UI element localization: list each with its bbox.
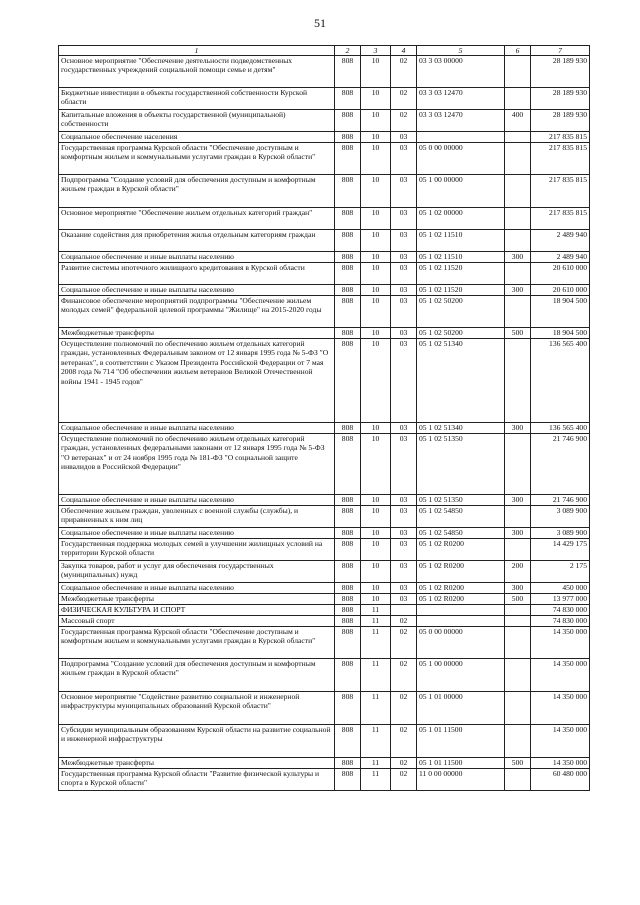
ministry-code-cell: 808 <box>335 296 361 328</box>
table-body <box>59 56 590 791</box>
ministry-code-cell: 808 <box>335 616 361 627</box>
item-name-cell: Финансовое обеспечение мероприятий подпрограммы "Обеспечение жильем молодых семей" федеральной целевой программы "Жилище" на 2015-2020 годы <box>59 296 335 328</box>
item-name-cell: Государственная программа Курской области "Обеспечение доступным и комфортным жильем и коммунальными услугами граждан в Курской области" <box>59 143 335 175</box>
amount-cell: 18 904 500 <box>531 296 590 328</box>
table-row <box>59 539 590 561</box>
ministry-code-cell: 808 <box>335 627 361 659</box>
table-row <box>59 175 590 208</box>
ministry-code-cell: 808 <box>335 583 361 594</box>
expense-type-cell <box>505 132 531 143</box>
subsection-code-cell: 03 <box>391 434 417 495</box>
table-row <box>59 143 590 175</box>
header-cell: 7 <box>531 46 590 56</box>
header-cell: 5 <box>417 46 505 56</box>
item-name-cell: Социальное обеспечение населения <box>59 132 335 143</box>
subsection-code-cell: 03 <box>391 594 417 605</box>
table-row <box>59 230 590 252</box>
ministry-code-cell: 808 <box>335 423 361 434</box>
section-code-cell: 10 <box>361 328 391 339</box>
amount-cell: 3 089 900 <box>531 506 590 528</box>
expense-type-cell <box>505 539 531 561</box>
table-row <box>59 692 590 725</box>
item-name-cell: Межбюджетные трансферты <box>59 328 335 339</box>
section-code-cell: 11 <box>361 605 391 616</box>
amount-cell: 18 904 500 <box>531 328 590 339</box>
table-row <box>59 627 590 659</box>
target-article-cell: 05 1 02 11510 <box>417 252 505 263</box>
target-article-cell: 03 3 03 00000 <box>417 56 505 88</box>
amount-cell: 2 489 940 <box>531 230 590 252</box>
subsection-code-cell: 02 <box>391 725 417 758</box>
target-article-cell: 05 1 02 54850 <box>417 528 505 539</box>
item-name-cell: Закупка товаров, работ и услуг для обеспечения государственных (муниципальных) нужд <box>59 561 335 583</box>
item-name-cell: Основное мероприятие "Обеспечение жильем отдельных категорий граждан" <box>59 208 335 230</box>
target-article-cell: 05 1 02 11520 <box>417 285 505 296</box>
section-code-cell: 10 <box>361 423 391 434</box>
subsection-code-cell: 03 <box>391 539 417 561</box>
section-code-cell: 10 <box>361 252 391 263</box>
expense-type-cell: 500 <box>505 328 531 339</box>
item-name-cell: Социальное обеспечение и иные выплаты населению <box>59 495 335 506</box>
target-article-cell: 05 1 01 11500 <box>417 758 505 769</box>
ministry-code-cell: 808 <box>335 659 361 692</box>
table-row <box>59 434 590 495</box>
table-row <box>59 561 590 583</box>
section-code-cell: 11 <box>361 758 391 769</box>
target-article-cell: 05 1 02 50200 <box>417 328 505 339</box>
item-name-cell: Подпрограмма "Создание условий для обеспечения доступным и комфортным жильем граждан в Курской области" <box>59 659 335 692</box>
expense-type-cell <box>505 175 531 208</box>
table-row <box>59 725 590 758</box>
amount-cell: 2 489 940 <box>531 252 590 263</box>
ministry-code-cell: 808 <box>335 208 361 230</box>
item-name-cell: Оказание содействия для приобретения жилья отдельным категориям граждан <box>59 230 335 252</box>
ministry-code-cell: 808 <box>335 539 361 561</box>
subsection-code-cell: 03 <box>391 263 417 285</box>
subsection-code-cell: 03 <box>391 143 417 175</box>
target-article-cell: 03 3 03 12470 <box>417 110 505 132</box>
section-code-cell: 10 <box>361 296 391 328</box>
table-row <box>59 528 590 539</box>
amount-cell: 60 480 000 <box>531 769 590 791</box>
subsection-code-cell: 02 <box>391 616 417 627</box>
amount-cell: 14 350 000 <box>531 627 590 659</box>
target-article-cell: 05 1 02 51350 <box>417 495 505 506</box>
item-name-cell: Социальное обеспечение и иные выплаты населению <box>59 252 335 263</box>
expense-type-cell <box>505 725 531 758</box>
table-row <box>59 263 590 285</box>
section-code-cell: 10 <box>361 285 391 296</box>
item-name-cell: Социальное обеспечение и иные выплаты населению <box>59 285 335 296</box>
table-row <box>59 56 590 88</box>
expense-type-cell: 300 <box>505 285 531 296</box>
ministry-code-cell: 808 <box>335 328 361 339</box>
expense-type-cell <box>505 296 531 328</box>
subsection-code-cell: 02 <box>391 627 417 659</box>
subsection-code-cell: 03 <box>391 230 417 252</box>
expense-type-cell <box>505 659 531 692</box>
amount-cell: 14 350 000 <box>531 758 590 769</box>
header-cell: 2 <box>335 46 361 56</box>
amount-cell: 21 746 900 <box>531 434 590 495</box>
target-article-cell: 05 1 00 00000 <box>417 175 505 208</box>
target-article-cell: 05 1 02 00000 <box>417 208 505 230</box>
expense-type-cell: 500 <box>505 758 531 769</box>
expense-type-cell <box>505 692 531 725</box>
ministry-code-cell: 808 <box>335 769 361 791</box>
section-code-cell: 11 <box>361 692 391 725</box>
table-row <box>59 758 590 769</box>
section-code-cell: 10 <box>361 263 391 285</box>
table-row <box>59 328 590 339</box>
amount-cell: 28 189 930 <box>531 56 590 88</box>
expense-type-cell: 300 <box>505 528 531 539</box>
target-article-cell: 05 1 02 54850 <box>417 506 505 528</box>
amount-cell: 217 835 815 <box>531 208 590 230</box>
item-name-cell: Обеспечение жильем граждан, уволенных с военной службы (службы), и приравненных к ним лиц <box>59 506 335 528</box>
ministry-code-cell: 808 <box>335 252 361 263</box>
section-code-cell: 10 <box>361 208 391 230</box>
ministry-code-cell: 808 <box>335 132 361 143</box>
subsection-code-cell: 03 <box>391 208 417 230</box>
expense-type-cell: 300 <box>505 423 531 434</box>
section-code-cell: 11 <box>361 659 391 692</box>
ministry-code-cell: 808 <box>335 594 361 605</box>
table-row <box>59 296 590 328</box>
ministry-code-cell: 808 <box>335 230 361 252</box>
table-row <box>59 506 590 528</box>
ministry-code-cell: 808 <box>335 506 361 528</box>
target-article-cell: 05 1 01 00000 <box>417 692 505 725</box>
expense-type-cell: 200 <box>505 561 531 583</box>
ministry-code-cell: 808 <box>335 605 361 616</box>
section-code-cell: 11 <box>361 616 391 627</box>
item-name-cell: Социальное обеспечение и иные выплаты населению <box>59 583 335 594</box>
item-name-cell: Государственная программа Курской области "Развитие физической культуры и спорта в Курской области" <box>59 769 335 791</box>
item-name-cell: Межбюджетные трансферты <box>59 594 335 605</box>
expense-type-cell: 300 <box>505 252 531 263</box>
ministry-code-cell: 808 <box>335 692 361 725</box>
subsection-code-cell: 02 <box>391 659 417 692</box>
table-row <box>59 769 590 791</box>
section-code-cell: 11 <box>361 725 391 758</box>
subsection-code-cell: 03 <box>391 132 417 143</box>
subsection-code-cell: 03 <box>391 506 417 528</box>
item-name-cell: Государственная поддержка молодых семей в улучшении жилищных условий на территории Курской области <box>59 539 335 561</box>
amount-cell: 136 565 400 <box>531 339 590 423</box>
ministry-code-cell: 808 <box>335 339 361 423</box>
item-name-cell: Массовый спорт <box>59 616 335 627</box>
expense-type-cell <box>505 208 531 230</box>
expense-type-cell <box>505 56 531 88</box>
target-article-cell: 05 1 02 R0200 <box>417 561 505 583</box>
expense-type-cell <box>505 263 531 285</box>
amount-cell: 14 350 000 <box>531 725 590 758</box>
subsection-code-cell: 02 <box>391 88 417 110</box>
amount-cell: 74 830 000 <box>531 616 590 627</box>
expense-type-cell <box>505 605 531 616</box>
expense-type-cell <box>505 769 531 791</box>
table-row <box>59 285 590 296</box>
table-row <box>59 659 590 692</box>
amount-cell: 217 835 815 <box>531 175 590 208</box>
target-article-cell <box>417 616 505 627</box>
ministry-code-cell: 808 <box>335 110 361 132</box>
ministry-code-cell: 808 <box>335 725 361 758</box>
section-code-cell: 11 <box>361 627 391 659</box>
subsection-code-cell: 03 <box>391 423 417 434</box>
ministry-code-cell: 808 <box>335 495 361 506</box>
header-cell: 3 <box>361 46 391 56</box>
table-row <box>59 616 590 627</box>
section-code-cell: 10 <box>361 88 391 110</box>
amount-cell: 136 565 400 <box>531 423 590 434</box>
item-name-cell: Осуществление полномочий по обеспечению жильем отдельных категорий граждан, установленных федеральными законами от 12 января 1995 года № 5-ФЗ "О ветеранах" и от 24 ноября 1995 года № 181-ФЗ "О социальной защите инвалидов в Российской Федерации" <box>59 434 335 495</box>
subsection-code-cell: 02 <box>391 56 417 88</box>
item-name-cell: Основное мероприятие "Обеспечение деятельности подведомственных государственных учреждений социальной помощи семье и детям" <box>59 56 335 88</box>
item-name-cell: Социальное обеспечение и иные выплаты населению <box>59 423 335 434</box>
section-code-cell: 10 <box>361 339 391 423</box>
expense-type-cell <box>505 339 531 423</box>
section-code-cell: 11 <box>361 769 391 791</box>
item-name-cell: Основное мероприятие "Содействие развитию социальной и инженерной инфраструктуры муниципальных образований Курской области" <box>59 692 335 725</box>
expense-type-cell: 500 <box>505 594 531 605</box>
target-article-cell: 05 1 02 51350 <box>417 434 505 495</box>
amount-cell: 3 089 900 <box>531 528 590 539</box>
subsection-code-cell <box>391 605 417 616</box>
expense-type-cell <box>505 616 531 627</box>
page-number: 51 <box>314 16 326 30</box>
header-row <box>59 46 590 56</box>
amount-cell: 28 189 930 <box>531 110 590 132</box>
item-name-cell: Бюджетные инвестиции в объекты государственной собственности Курской области <box>59 88 335 110</box>
amount-cell: 14 429 175 <box>531 539 590 561</box>
target-article-cell: 05 1 02 R0200 <box>417 539 505 561</box>
header-cell: 6 <box>505 46 531 56</box>
ministry-code-cell: 808 <box>335 263 361 285</box>
item-name-cell: Подпрограмма "Создание условий для обеспечения доступным и комфортным жильем граждан в Курской области" <box>59 175 335 208</box>
amount-cell: 14 350 000 <box>531 659 590 692</box>
target-article-cell: 05 1 02 R0200 <box>417 594 505 605</box>
section-code-cell: 10 <box>361 110 391 132</box>
expense-type-cell <box>505 627 531 659</box>
section-code-cell: 10 <box>361 56 391 88</box>
amount-cell: 20 610 000 <box>531 263 590 285</box>
subsection-code-cell: 03 <box>391 495 417 506</box>
subsection-code-cell: 03 <box>391 296 417 328</box>
table-row <box>59 88 590 110</box>
section-code-cell: 10 <box>361 539 391 561</box>
section-code-cell: 10 <box>361 583 391 594</box>
target-article-cell: 05 1 02 11510 <box>417 230 505 252</box>
table-row <box>59 110 590 132</box>
section-code-cell: 10 <box>361 230 391 252</box>
amount-cell: 13 977 000 <box>531 594 590 605</box>
section-code-cell: 10 <box>361 143 391 175</box>
ministry-code-cell: 808 <box>335 285 361 296</box>
ministry-code-cell: 808 <box>335 143 361 175</box>
target-article-cell: 03 3 03 12470 <box>417 88 505 110</box>
subsection-code-cell: 03 <box>391 175 417 208</box>
subsection-code-cell: 03 <box>391 328 417 339</box>
ministry-code-cell: 808 <box>335 561 361 583</box>
table-row <box>59 495 590 506</box>
subsection-code-cell: 03 <box>391 583 417 594</box>
target-article-cell <box>417 605 505 616</box>
section-code-cell: 10 <box>361 132 391 143</box>
ministry-code-cell: 808 <box>335 528 361 539</box>
amount-cell: 14 350 000 <box>531 692 590 725</box>
section-code-cell: 10 <box>361 175 391 208</box>
target-article-cell: 11 0 00 00000 <box>417 769 505 791</box>
subsection-code-cell: 03 <box>391 528 417 539</box>
ministry-code-cell: 808 <box>335 175 361 208</box>
subsection-code-cell: 03 <box>391 339 417 423</box>
target-article-cell: 05 0 00 00000 <box>417 143 505 175</box>
amount-cell: 28 189 930 <box>531 88 590 110</box>
section-code-cell: 10 <box>361 561 391 583</box>
section-code-cell: 10 <box>361 434 391 495</box>
table-row <box>59 605 590 616</box>
table-row <box>59 208 590 230</box>
expense-type-cell: 300 <box>505 583 531 594</box>
subsection-code-cell: 02 <box>391 769 417 791</box>
table-row <box>59 132 590 143</box>
section-code-cell: 10 <box>361 506 391 528</box>
expense-type-cell: 400 <box>505 110 531 132</box>
subsection-code-cell: 02 <box>391 692 417 725</box>
section-code-cell: 10 <box>361 594 391 605</box>
expense-type-cell: 300 <box>505 495 531 506</box>
expense-type-cell <box>505 230 531 252</box>
subsection-code-cell: 02 <box>391 758 417 769</box>
ministry-code-cell: 808 <box>335 758 361 769</box>
expense-type-cell <box>505 88 531 110</box>
target-article-cell <box>417 132 505 143</box>
header-cell: 4 <box>391 46 417 56</box>
amount-cell: 217 835 815 <box>531 143 590 175</box>
item-name-cell: Осуществление полномочий по обеспечению жильем отдельных категорий граждан, установленных Федеральным законом от 12 января 1995 года № 5-ФЗ "О ветеранах", в соответствии с Указом Президента Российской Федерации от 7 мая 2008 года № 714 "Об обеспечении жильем ветеранов Великой Отечественной войны 1941 - 1945 годов" <box>59 339 335 423</box>
amount-cell: 20 610 000 <box>531 285 590 296</box>
target-article-cell: 05 0 00 00000 <box>417 627 505 659</box>
expense-type-cell <box>505 143 531 175</box>
target-article-cell: 05 1 01 11500 <box>417 725 505 758</box>
ministry-code-cell: 808 <box>335 56 361 88</box>
amount-cell: 21 746 900 <box>531 495 590 506</box>
subsection-code-cell: 03 <box>391 252 417 263</box>
ministry-code-cell: 808 <box>335 434 361 495</box>
amount-cell: 450 000 <box>531 583 590 594</box>
subsection-code-cell: 03 <box>391 285 417 296</box>
table-row <box>59 423 590 434</box>
section-code-cell: 10 <box>361 495 391 506</box>
amount-cell: 74 830 000 <box>531 605 590 616</box>
header-cell: 1 <box>59 46 335 56</box>
budget-table <box>58 45 590 791</box>
target-article-cell: 05 1 02 11520 <box>417 263 505 285</box>
section-code-cell: 10 <box>361 528 391 539</box>
item-name-cell: ФИЗИЧЕСКАЯ КУЛЬТУРА И СПОРТ <box>59 605 335 616</box>
ministry-code-cell: 808 <box>335 88 361 110</box>
item-name-cell: Субсидии муниципальным образованиям Курской области на развитие социальной и инженерной инфраструктуры <box>59 725 335 758</box>
table-row <box>59 583 590 594</box>
item-name-cell: Межбюджетные трансферты <box>59 758 335 769</box>
target-article-cell: 05 1 02 R0200 <box>417 583 505 594</box>
target-article-cell: 05 1 02 51340 <box>417 339 505 423</box>
amount-cell: 217 835 815 <box>531 132 590 143</box>
subsection-code-cell: 02 <box>391 110 417 132</box>
table-row <box>59 339 590 423</box>
item-name-cell: Капитальные вложения в объекты государственной (муниципальной) собственности <box>59 110 335 132</box>
expense-type-cell <box>505 506 531 528</box>
subsection-code-cell: 03 <box>391 561 417 583</box>
target-article-cell: 05 1 02 51340 <box>417 423 505 434</box>
item-name-cell: Развитие системы ипотечного жилищного кредитования в Курской области <box>59 263 335 285</box>
item-name-cell: Государственная программа Курской области "Обеспечение доступным и комфортным жильем и коммунальными услугами граждан в Курской области" <box>59 627 335 659</box>
table-row <box>59 594 590 605</box>
expense-type-cell <box>505 434 531 495</box>
target-article-cell: 05 1 02 50200 <box>417 296 505 328</box>
item-name-cell: Социальное обеспечение и иные выплаты населению <box>59 528 335 539</box>
table-row <box>59 252 590 263</box>
amount-cell: 2 175 <box>531 561 590 583</box>
target-article-cell: 05 1 00 00000 <box>417 659 505 692</box>
